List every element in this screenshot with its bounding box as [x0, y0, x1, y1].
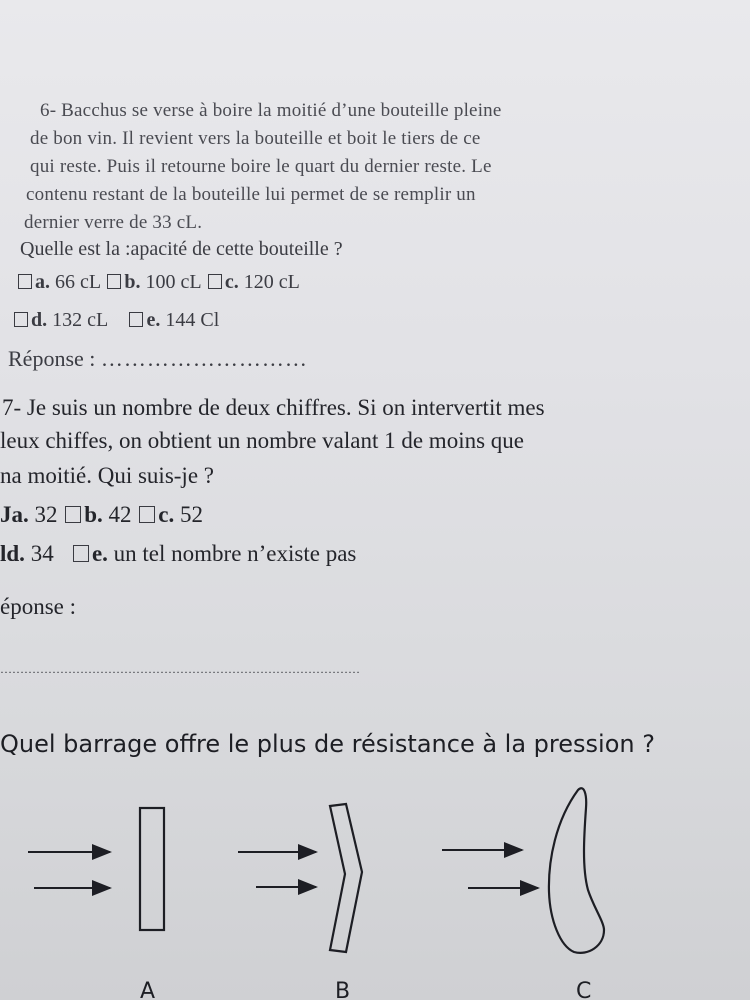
- q7-line-3: na moitié. Qui suis-je ?: [0, 463, 214, 488]
- checkbox-icon[interactable]: [73, 545, 89, 562]
- q6-line-2: de bon vin. Il revient vers la bouteille et boit le tiers de ce: [30, 128, 481, 149]
- checkbox-icon[interactable]: [208, 274, 222, 289]
- dam-c[interactable]: [442, 788, 604, 1000]
- dam-a-label: A: [140, 979, 156, 1000]
- q6-options-row-1: [16, 271, 300, 294]
- q6-line-4: contenu restant de la bouteille lui permet de se remplir un: [26, 184, 476, 205]
- q7-option-d[interactable]: ld. 34: [0, 541, 54, 566]
- q8-question: Quel barrage offre le plus de résistance à la pression ?: [0, 730, 655, 758]
- q6-options-row-2: [12, 309, 219, 332]
- checkbox-icon[interactable]: [139, 506, 155, 523]
- dam-diagrams: [0, 780, 750, 1000]
- q7-option-b[interactable]: b. 42: [63, 502, 131, 527]
- q6-question: Quelle est la :apacité de cette bouteille ?: [20, 238, 343, 260]
- q7-options-row-1: [0, 502, 203, 528]
- q6-answer-blank[interactable]: ………………………: [100, 346, 308, 371]
- checkbox-icon[interactable]: [129, 312, 143, 327]
- checkbox-icon[interactable]: [107, 274, 121, 289]
- q7-answer-blank[interactable]: ………………………………………………………………………………: [0, 662, 360, 676]
- dam-b[interactable]: [238, 804, 362, 1000]
- checkbox-icon[interactable]: [18, 274, 32, 289]
- q6-option-c[interactable]: c. 120 cL: [206, 271, 300, 293]
- q6-answer-label: Réponse :: [8, 346, 96, 371]
- q6-line-1: 6- Bacchus se verse à boire la moitié d’une bouteille pleine: [40, 100, 502, 121]
- q6-option-e[interactable]: e. 144 Cl: [127, 309, 219, 331]
- q7-answer-label: éponse :: [0, 594, 77, 619]
- dam-b-shape: [330, 804, 362, 952]
- dam-a[interactable]: [28, 808, 164, 1000]
- dam-b-label: B: [335, 979, 351, 1000]
- q6-line-5: dernier verre de 33 cL.: [24, 212, 203, 233]
- q6-answer-line: [8, 346, 308, 372]
- q6-option-a[interactable]: a. 66 cL: [16, 271, 100, 293]
- q7-line-2: leux chiffes, on obtient un nombre valant 1 de moins que: [0, 428, 524, 453]
- q6-option-b[interactable]: b. 100 cL: [105, 271, 200, 293]
- dam-c-shape: [549, 788, 604, 953]
- q7-option-c[interactable]: c. 52: [137, 502, 203, 527]
- dam-c-label: C: [576, 979, 592, 1000]
- checkbox-icon[interactable]: [14, 312, 28, 327]
- q7-options-row-2: [0, 541, 356, 567]
- q6-option-d[interactable]: d. 132 cL: [12, 309, 107, 331]
- q7-option-e[interactable]: e. un tel nombre n’existe pas: [71, 541, 356, 566]
- q6-line-3: qui reste. Puis il retourne boire le quart du dernier reste. Le: [30, 156, 492, 177]
- checkbox-icon[interactable]: [65, 506, 81, 523]
- q7-line-1: 7- Je suis un nombre de deux chiffres. Si on intervertit mes: [2, 395, 545, 420]
- dam-a-shape: [140, 808, 164, 930]
- q7-option-a[interactable]: Ja. 32: [0, 502, 58, 527]
